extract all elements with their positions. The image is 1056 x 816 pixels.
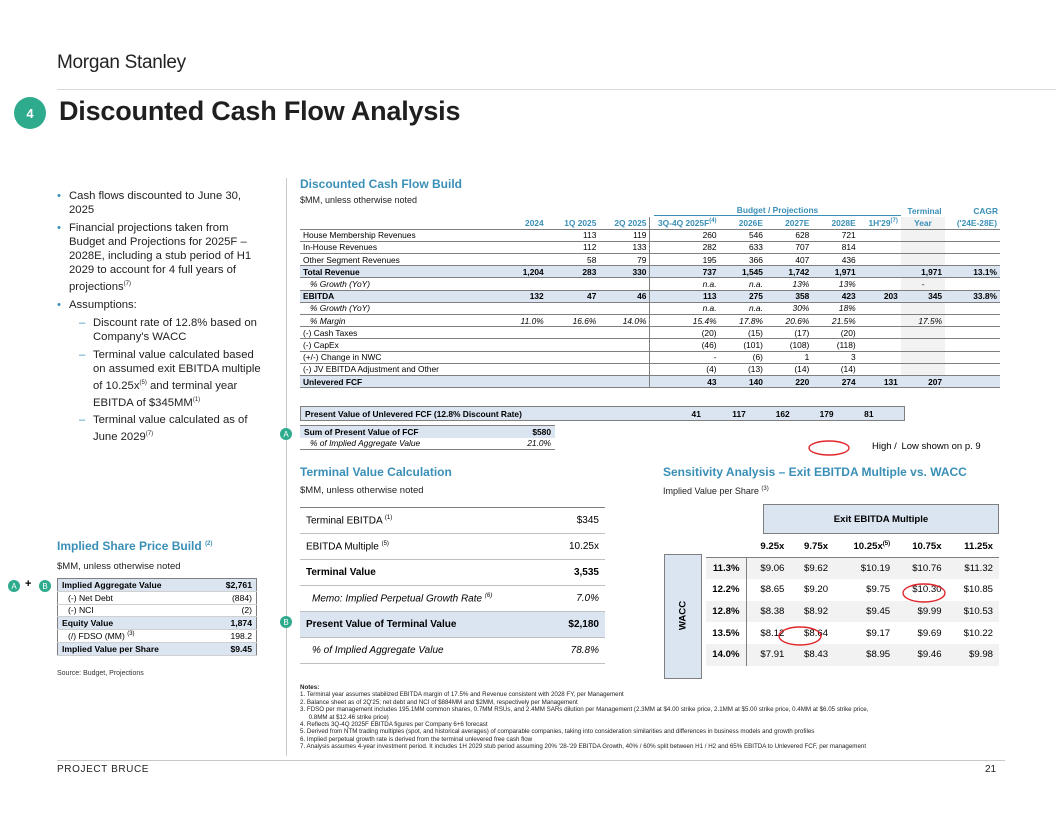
assumptions-list bbox=[69, 316, 267, 444]
table-row: In-House Revenues 112 133 282 633 707 814 bbox=[300, 241, 1000, 253]
table-row: % of Implied Aggregate Value 21.0% bbox=[310, 438, 551, 449]
footnote-item: 0.8MM at $12.46 strike price) bbox=[300, 713, 389, 721]
table-row: Implied Value per Share $9.45 bbox=[58, 642, 257, 655]
column-header: 2027E bbox=[766, 217, 812, 229]
sum-present-value-table bbox=[300, 425, 555, 450]
notes-heading: Notes: bbox=[300, 684, 320, 691]
wacc-header-label: WACC bbox=[677, 600, 689, 631]
bullet-item: • Assumptions: – Discount rate of 12.8% based on Company's WACC – Terminal value calculated based on assumed exit EBITDA multiple of $10.25x^{(5)}$ and terminal year EBITDA of $345MM$^{(1)}$ – Terminal value calculated as of June 2029$^{(7)}$ bbox=[57, 298, 267, 444]
column-header: ('24E-28E) bbox=[945, 217, 1000, 229]
project-name: PROJECT BRUCE bbox=[57, 764, 150, 775]
sensitivity-row: 13.5% $8.12 $8.64 $9.17 $9.69 $10.22 bbox=[706, 622, 999, 644]
present-value-fcf-table bbox=[300, 406, 905, 421]
table-row: (+/-) Change in NWC - (6) 1 3 bbox=[300, 351, 1000, 363]
company-logo: Morgan Stanley bbox=[57, 52, 186, 73]
table-row: Sum of Present Value of FCF $580 bbox=[300, 426, 555, 438]
table-row: House Membership Revenues 113 119 260 546 628 721 bbox=[300, 229, 1000, 241]
tag-a-badge: A bbox=[280, 428, 292, 440]
table-row: Implied Aggregate Value $2,761 bbox=[58, 579, 257, 592]
column-header: 1Q 2025 bbox=[547, 217, 600, 229]
sensitivity-row: 12.8% $8.38 $8.92 $9.45 $9.99 $10.53 bbox=[706, 601, 999, 623]
dcf-build-subtitle: $MM, unless otherwise noted bbox=[300, 195, 418, 205]
table-row: Other Segment Revenues 58 79 195 366 407 436 bbox=[300, 254, 1000, 266]
table-row-total-revenue: Total Revenue 1,204 283 330 737 1,545 1,742 1,971 1,971 13.1% bbox=[300, 266, 1000, 278]
implied-share-price-title: Implied Share Price Build $^{(2)}$ bbox=[57, 539, 213, 553]
bullet-item: • Financial projections taken from Budget and Projections for 2025F – 2028E, including a stub period of H1 2029 to account for 4 full years of projections$^{(7)}$ bbox=[57, 221, 267, 294]
column-header: 2024 bbox=[467, 217, 547, 229]
footnote-item: 4. Reflects 3Q-4Q 2025F EBITDA figures per Company 6+6 forecast bbox=[300, 721, 488, 729]
terminal-value-subtitle: $MM, unless otherwise noted bbox=[300, 485, 424, 496]
footnotes bbox=[300, 684, 1000, 751]
exit-multiple-header: Exit EBITDA Multiple bbox=[763, 504, 999, 534]
tag-a-badge: A bbox=[8, 580, 20, 592]
high-low-label: High / Low shown on p. 9 bbox=[872, 441, 981, 452]
high-low-circle-icon bbox=[806, 438, 856, 458]
column-header: 2Q 2025 bbox=[599, 217, 650, 229]
column-header: 2026E bbox=[720, 217, 766, 229]
table-row: (/) FDSO (MM) $^{(3)}$ 198.2 bbox=[58, 630, 257, 643]
table-row-pv-terminal-value: Present Value of Terminal Value $2,180 bbox=[300, 612, 605, 638]
table-row-terminal-value: Terminal Value 3,535 bbox=[300, 560, 605, 586]
table-row: (-) JV EBITDA Adjustment and Other (4) (13) (14) (14) bbox=[300, 363, 1000, 375]
footnote-item: 1. Terminal year assumes stabilized EBITDA margin of 17.5% and Revenue consistent with 2028 FY, per Management bbox=[300, 691, 624, 699]
table-row: EBITDA Multiple $^{(5)}$ 10.25x bbox=[300, 534, 605, 560]
terminal-header: Terminal bbox=[907, 206, 942, 216]
tag-b-badge: B bbox=[39, 580, 51, 592]
table-row: % Growth (YoY) n.a. n.a. 30% 18% bbox=[300, 302, 1000, 314]
plus-sign: + bbox=[25, 578, 32, 590]
footnote-item: 6. Implied perpetual growth rate is derived from the terminal unlevered free cash flow bbox=[300, 735, 533, 743]
dcf-header-row bbox=[300, 217, 1000, 229]
table-row-ebitda: EBITDA 132 47 46 113 275 358 423 203 345 33.8% bbox=[300, 290, 1000, 302]
source-note: Source: Budget, Projections bbox=[57, 670, 144, 677]
dcf-build-table bbox=[300, 217, 1000, 388]
sensitivity-row: 14.0% $7.91 $8.43 $8.95 $9.46 $9.98 bbox=[706, 644, 999, 666]
table-row: (-) Cash Taxes (20) (15) (17) (20) bbox=[300, 327, 1000, 339]
sub-bullet-item: – Discount rate of 12.8% based on Company's WACC bbox=[69, 316, 267, 344]
table-row-present-value: Present Value of Unlevered FCF (12.8% Discount Rate) 41 117 162 179 81 bbox=[305, 408, 874, 419]
column-header: 2028E bbox=[812, 217, 858, 229]
cagr-header: CAGR bbox=[973, 206, 998, 216]
table-row: Terminal EBITDA $^{(1)}$ $345 bbox=[300, 508, 605, 534]
column-divider bbox=[286, 178, 287, 756]
footnote-item: 2. Balance sheet as of 2Q'25; net debt and NCI of $884MM and $2MM, respectively per Management bbox=[300, 698, 578, 706]
table-row: % Margin 11.0% 16.6% 14.0% 15.4% 17.8% 20.6% 21.5% 17.5% bbox=[300, 315, 1000, 327]
sensitivity-row: 11.3% $9.06 $9.62 $10.19 $10.76 $11.32 bbox=[706, 558, 999, 580]
sensitivity-title: Sensitivity Analysis – Exit EBITDA Multiple vs. WACC bbox=[663, 465, 967, 479]
bullet-item: • Cash flows discounted to June 30, 2025 bbox=[57, 189, 267, 217]
header-divider bbox=[57, 89, 1056, 90]
footer-divider bbox=[57, 760, 1005, 761]
footnote-item: 5. Derived from NTM trading multiples (spot, and historical averages) of comparable companies, taking into consideration similarities and differences in business models and growth profiles bbox=[300, 728, 815, 736]
key-points-list bbox=[57, 189, 267, 448]
table-row: Memo: Implied Perpetual Growth Rate $^{(6)}$ 7.0% bbox=[300, 586, 605, 612]
table-row: (-) Net Debt (884) bbox=[58, 591, 257, 604]
tag-b-badge: B bbox=[280, 616, 292, 628]
page-number: 21 bbox=[985, 764, 997, 775]
sub-bullet-item: – Terminal value calculated as of June 2029$^{(7)}$ bbox=[69, 413, 267, 444]
sensitivity-subtitle: Implied Value per Share $^{(3)}$ bbox=[663, 486, 769, 496]
table-row-unlevered-fcf: Unlevered FCF 43 140 220 274 131 207 bbox=[300, 375, 1000, 387]
column-header: 3Q-4Q $2025F^{(4)}$ bbox=[650, 217, 720, 229]
table-row: % Growth (YoY) n.a. n.a. 13% 13% - bbox=[300, 278, 1000, 290]
high-value-circle-icon bbox=[900, 580, 950, 628]
footnote-item: 3. FDSO per management includes 195.1MM common shares, 0.7MM RSUs, and 2.4MM SARs dilution per Management (2.3MM at $4.00 strike price, 2.1MM at $5.00 strike price, 0.4MM at $6.05 strike price, bbox=[300, 706, 869, 714]
sensitivity-header-row: 9.25x 9.75x $10.25x^{(5)}$ 10.75x 11.25x bbox=[706, 536, 999, 558]
table-row: (-) NCI (2) bbox=[58, 604, 257, 617]
footnote-item: 7. Analysis assumes 4-year investment period. It includes 1H 2029 stub period assuming 20% '28-'29 EBITDA Growth, 40% / 60% split between H1 / H2 and 65% EBITDA to Unlevered FCF, per management bbox=[300, 743, 867, 751]
table-row: (-) CapEx (46) (101) (108) (118) bbox=[300, 339, 1000, 351]
table-row: % of Implied Aggregate Value 78.8% bbox=[300, 638, 605, 664]
implied-share-price-table bbox=[57, 578, 257, 656]
terminal-value-title: Terminal Value Calculation bbox=[300, 465, 452, 479]
dcf-build-title: Discounted Cash Flow Build bbox=[300, 177, 463, 191]
sensitivity-row: 12.2% $8.65 $9.20 $9.75 $10.30 $10.85 bbox=[706, 579, 999, 601]
sensitivity-table bbox=[706, 536, 999, 666]
section-number-badge: 4 bbox=[14, 97, 46, 129]
table-row: Equity Value 1,874 bbox=[58, 617, 257, 630]
budget-projections-header: Budget / Projections bbox=[654, 205, 901, 216]
page-title: Discounted Cash Flow Analysis bbox=[59, 96, 461, 126]
sub-bullet-item: – Terminal value calculated based on assumed exit EBITDA multiple of $10.25x^{(5)}$ and terminal year EBITDA of $345MM$^{(1)}$ bbox=[69, 348, 267, 410]
terminal-value-table bbox=[300, 507, 605, 664]
implied-share-price-subtitle: $MM, unless otherwise noted bbox=[57, 561, 181, 572]
column-header: 1H'29$^{(7)}$ bbox=[859, 217, 901, 229]
column-header: Year bbox=[901, 217, 945, 229]
low-value-circle-icon bbox=[776, 624, 826, 650]
